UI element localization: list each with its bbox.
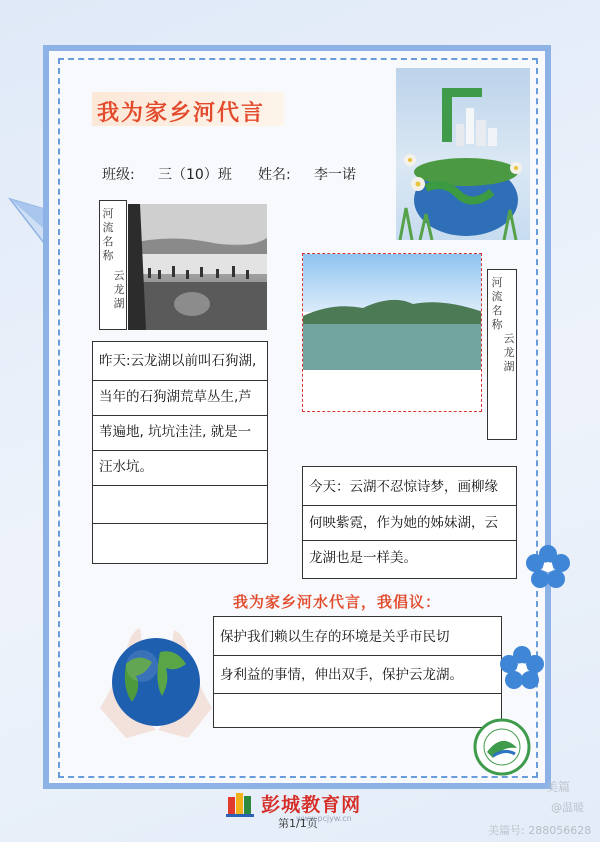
today-text-box [302,466,517,579]
river-name-value-right: 云龙湖 [503,332,515,373]
watermark-user: @温暖 [551,801,584,814]
blue-flower-icon [526,545,570,589]
historic-lake-photo [128,204,267,330]
river-name-box-right [487,269,517,440]
globe-hands-illustration [96,612,216,742]
river-name-label: 河流名称 [102,207,114,262]
footer-site-logo [226,790,362,823]
watermark-account: 美篇号: 288056628 [488,824,592,837]
yesterday-line-3: 苇遍地, 坑坑洼洼, 就是一 [99,424,252,440]
river-name-box-left [99,200,127,330]
name-value: 李一诺 [314,167,356,183]
yesterday-line-1: 昨天:云龙湖以前叫石狗湖, [99,353,257,369]
books-icon [226,791,256,817]
yesterday-text-box [92,341,268,564]
today-line-1: 今天：云湖不忍惊诗梦，画柳缘 [309,479,498,495]
name-label: 姓名: [258,167,291,183]
blue-flower-icon [500,646,544,690]
site-url: www.pcjyw.cn [296,814,352,823]
page-title: 我为家乡河代言 [97,100,266,126]
today-line-2: 何映紫霓，作为她的姊妹湖，云 [309,515,498,531]
page-number: 第1/1页 [278,817,318,830]
watermark-brand: 美篇 [546,780,571,794]
proposal-heading: 我为家乡河水代言，我倡议： [233,593,442,611]
eco-globe-illustration [396,68,530,240]
proposal-text-box [213,616,502,728]
yesterday-line-4: 汪水坑。 [99,459,153,475]
proposal-line-2: 身利益的事情，伸出双手，保护云龙湖。 [220,667,463,683]
class-value: 三（10）班 [158,167,232,183]
proposal-line-1: 保护我们赖以生存的环境是关乎市民切 [220,629,450,645]
yesterday-line-2: 当年的石狗湖荒草丛生,芦 [99,389,252,405]
site-name: 彭城教育网 [261,794,362,816]
today-line-3: 龙湖也是一样美。 [309,550,417,566]
class-label: 班级: [102,167,135,183]
school-seal-logo [473,718,531,776]
river-name-label-right: 河流名称 [491,276,503,331]
lake-photo [302,253,482,412]
river-name-value: 云龙湖 [113,269,125,310]
